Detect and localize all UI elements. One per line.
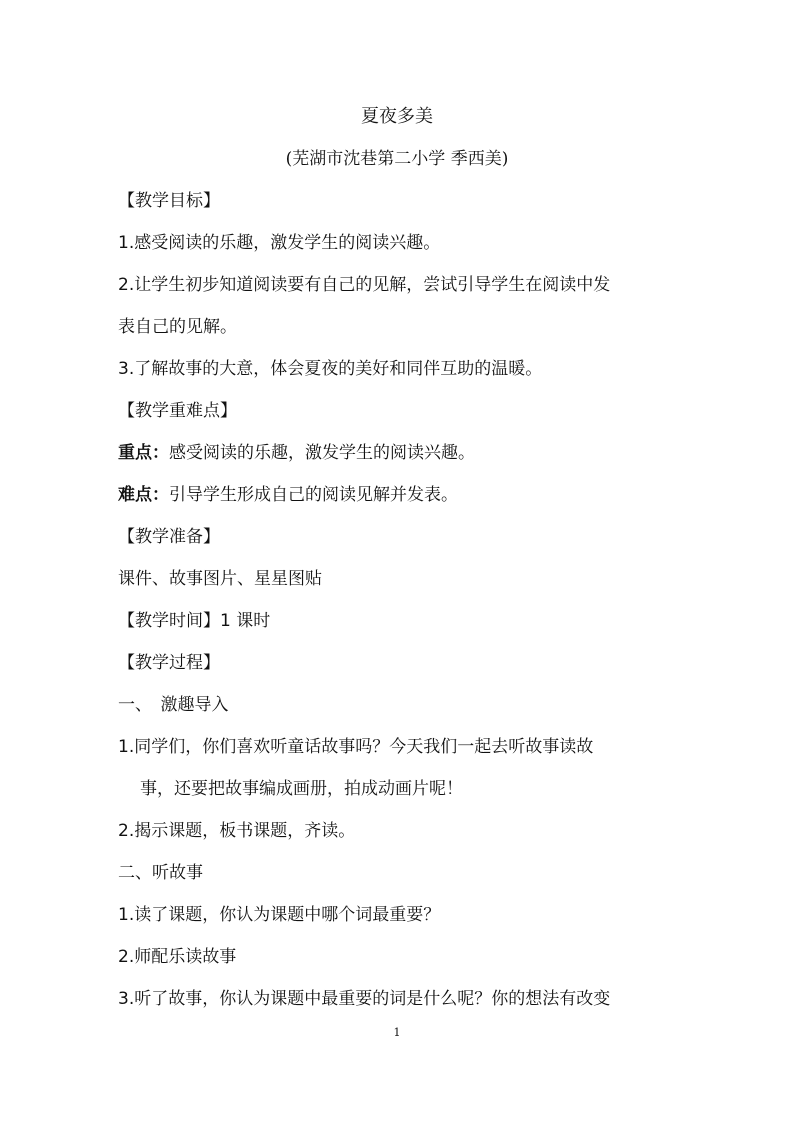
key-point-label: 重点：	[118, 443, 169, 463]
section-heading-time: 【教学时间】1 课时	[118, 611, 271, 631]
section-heading-objectives: 【教学目标】	[118, 191, 220, 211]
intro-item-1-cont: 事，还要把故事编成画册，拍成动画片呢！	[140, 779, 463, 799]
listen-item-2: 2.师配乐读故事	[118, 947, 237, 967]
preparation-text: 课件、故事图片、星星图贴	[118, 569, 322, 589]
intro-item-1: 1.同学们，你们喜欢听童话故事吗？今天我们一起去听故事读故	[118, 737, 594, 757]
step-heading-intro: 一、 激趣导入	[118, 695, 229, 715]
intro-item-2: 2.揭示课题，板书课题，齐读。	[118, 821, 356, 841]
section-heading-preparation: 【教学准备】	[118, 527, 220, 547]
section-heading-key-points: 【教学重难点】	[118, 401, 237, 421]
listen-item-3: 3.听了故事，你认为课题中最重要的词是什么呢？你的想法有改变	[118, 989, 611, 1009]
page-number: 1	[393, 1026, 401, 1039]
section-heading-process: 【教学过程】	[118, 653, 220, 673]
difficult-point-label: 难点：	[118, 485, 169, 505]
objective-2-cont: 表自己的见解。	[118, 317, 237, 337]
key-point-line	[118, 440, 475, 466]
objective-3: 3.了解故事的大意，体会夏夜的美好和同伴互助的温暖。	[118, 359, 543, 379]
difficult-point-text: 引导学生形成自己的阅读见解并发表。	[169, 485, 458, 505]
difficult-point-line	[118, 482, 458, 508]
objective-2: 2.让学生初步知道阅读要有自己的见解，尝试引导学生在阅读中发	[118, 275, 611, 295]
document-title: 夏夜多美	[361, 106, 433, 127]
objective-1: 1.感受阅读的乐趣，激发学生的阅读兴趣。	[118, 233, 441, 253]
step-heading-listen: 二、听故事	[118, 863, 203, 883]
document-subtitle: (芜湖市沈巷第二小学 季西美)	[285, 149, 509, 169]
listen-item-1: 1.读了课题，你认为课题中哪个词最重要？	[118, 905, 441, 925]
key-point-text: 感受阅读的乐趣，激发学生的阅读兴趣。	[169, 443, 475, 463]
